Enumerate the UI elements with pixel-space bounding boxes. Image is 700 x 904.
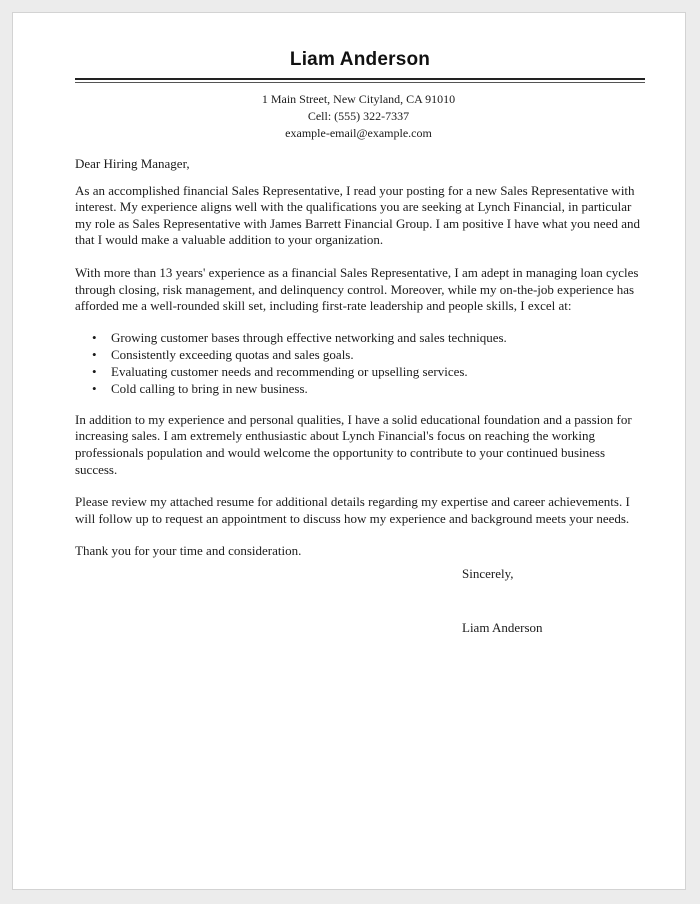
contact-block [72, 91, 645, 142]
list-item [92, 346, 645, 363]
closing-block [462, 566, 645, 636]
bullet-icon: • [92, 380, 97, 396]
salutation: Dear Hiring Manager, [75, 156, 190, 171]
bullet-icon: • [92, 363, 97, 379]
list-item-text: Growing customer bases through effective networking and sales techniques. [111, 329, 507, 345]
list-item [92, 363, 645, 380]
document-page [12, 12, 686, 890]
letter-body [75, 156, 645, 636]
paragraph-follow-up: Please review my attached resume for additional details regarding my expertise and career achievements. I will follow up to request an appointment to discuss how my experience and background meets your needs. [75, 494, 630, 526]
signature-name: Liam Anderson [462, 619, 543, 635]
signoff: Sincerely, [462, 565, 514, 581]
header-rule-thin [75, 82, 645, 83]
header-rule-thick [75, 78, 645, 80]
paragraph-education: In addition to my experience and personal qualities, I have a solid educational foundation and a passion for increasing sales. I am extremely enthusiastic about Lynch Financial's focus on reaching the working professionals population and would welcome the opportunity to contribute to your continued business success. [75, 411, 632, 477]
paragraph-intro: As an accomplished financial Sales Representative, I read your posting for a new Sales Representative with interest. My experience aligns well with the qualifications you are seeking at Lynch Financial, in particular my role as Sales Representative with James Barrett Financial Group. I am positive I have what you need and that I would make a valuable addition to your organization. [75, 182, 640, 248]
contact-email: example-email@example.com [285, 126, 432, 140]
applicant-name: Liam Anderson [289, 49, 431, 70]
list-item [92, 329, 645, 346]
bullet-icon: • [92, 346, 97, 362]
skills-list [75, 329, 645, 397]
contact-address: 1 Main Street, New Cityland, CA 91010 [261, 92, 456, 106]
list-item-text: Evaluating customer needs and recommending or upselling services. [111, 363, 468, 379]
list-item-text: Consistently exceeding quotas and sales goals. [111, 346, 354, 362]
paragraph-experience: With more than 13 years' experience as a financial Sales Representative, I am adept in managing loan cycles through closing, risk management, and delinquency control. Moreover, while my on-the-job experience has afforded me a well-rounded skill set, including first-rate leadership and people skills, I excel at: [75, 264, 639, 314]
list-item [92, 380, 645, 397]
contact-phone: Cell: (555) 322-7337 [307, 109, 410, 123]
bullet-icon: • [92, 329, 97, 345]
list-item-text: Cold calling to bring in new business. [111, 380, 308, 396]
letter-content [75, 49, 645, 636]
paragraph-thanks: Thank you for your time and consideration. [75, 543, 302, 559]
